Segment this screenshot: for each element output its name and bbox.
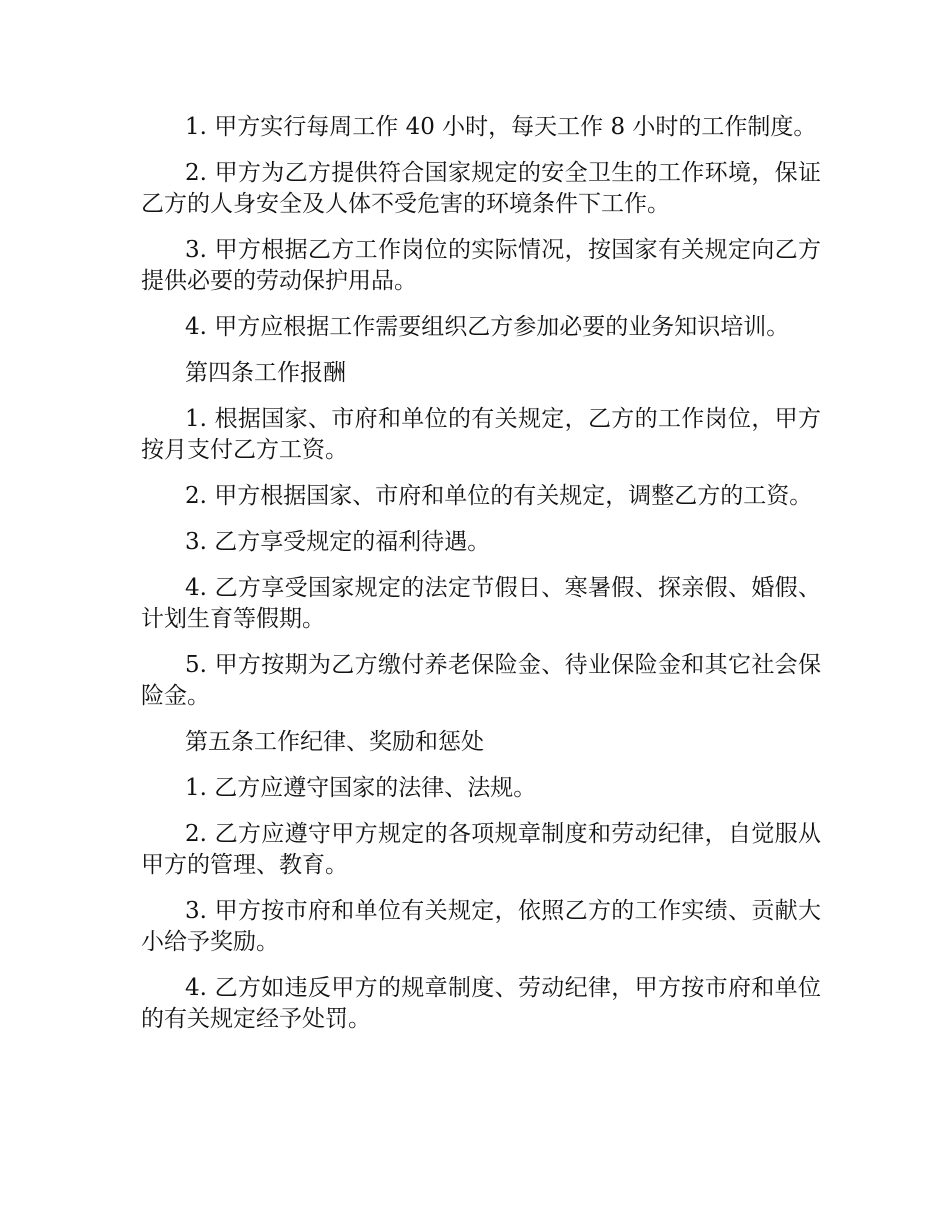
paragraph-obey-law: 1. 乙方应遵守国家的法律、法规。 <box>185 775 537 801</box>
paragraph-insurance: 5. 甲方按期为乙方缴付养老保险金、待业保险金和其它社会保险金。 <box>141 652 821 709</box>
paragraph-welfare: 3. 乙方享受规定的福利待遇。 <box>185 529 491 555</box>
paragraph-holidays: 4. 乙方享受国家规定的法定节假日、寒暑假、探亲假、婚假、计划生育等假期。 <box>141 575 821 632</box>
paragraph-safety-environment: 2. 甲方为乙方提供符合国家规定的安全卫生的工作环境，保证乙方的人身安全及人体不受危害的环境条件下工作。 <box>141 160 821 217</box>
paragraph-obey-rules: 2. 乙方应遵守甲方规定的各项规章制度和劳动纪律，自觉服从甲方的管理、教育。 <box>141 821 821 878</box>
paragraph-training: 4. 甲方应根据工作需要组织乙方参加必要的业务知识培训。 <box>185 314 790 340</box>
paragraph-rewards: 3. 甲方按市府和单位有关规定，依照乙方的工作实绩、贡献大小给予奖励。 <box>141 898 821 955</box>
section-heading-remuneration: 第四条工作报酬 <box>185 360 346 386</box>
paragraph-penalties: 4. 乙方如违反甲方的规章制度、劳动纪律，甲方按市府和单位的有关规定经予处罚。 <box>141 975 821 1032</box>
document-page <box>141 112 821 1050</box>
section-heading-discipline: 第五条工作纪律、奖励和惩处 <box>185 729 484 755</box>
paragraph-workhours: 1. 甲方实行每周工作 40 小时，每天工作 8 小时的工作制度。 <box>185 114 817 140</box>
paragraph-salary-adjustment: 2. 甲方根据国家、市府和单位的有关规定，调整乙方的工资。 <box>185 483 813 509</box>
paragraph-monthly-salary: 1. 根据国家、市府和单位的有关规定，乙方的工作岗位，甲方按月支付乙方工资。 <box>141 406 821 463</box>
paragraph-protective-equipment: 3. 甲方根据乙方工作岗位的实际情况，按国家有关规定向乙方提供必要的劳动保护用品。 <box>141 237 821 294</box>
